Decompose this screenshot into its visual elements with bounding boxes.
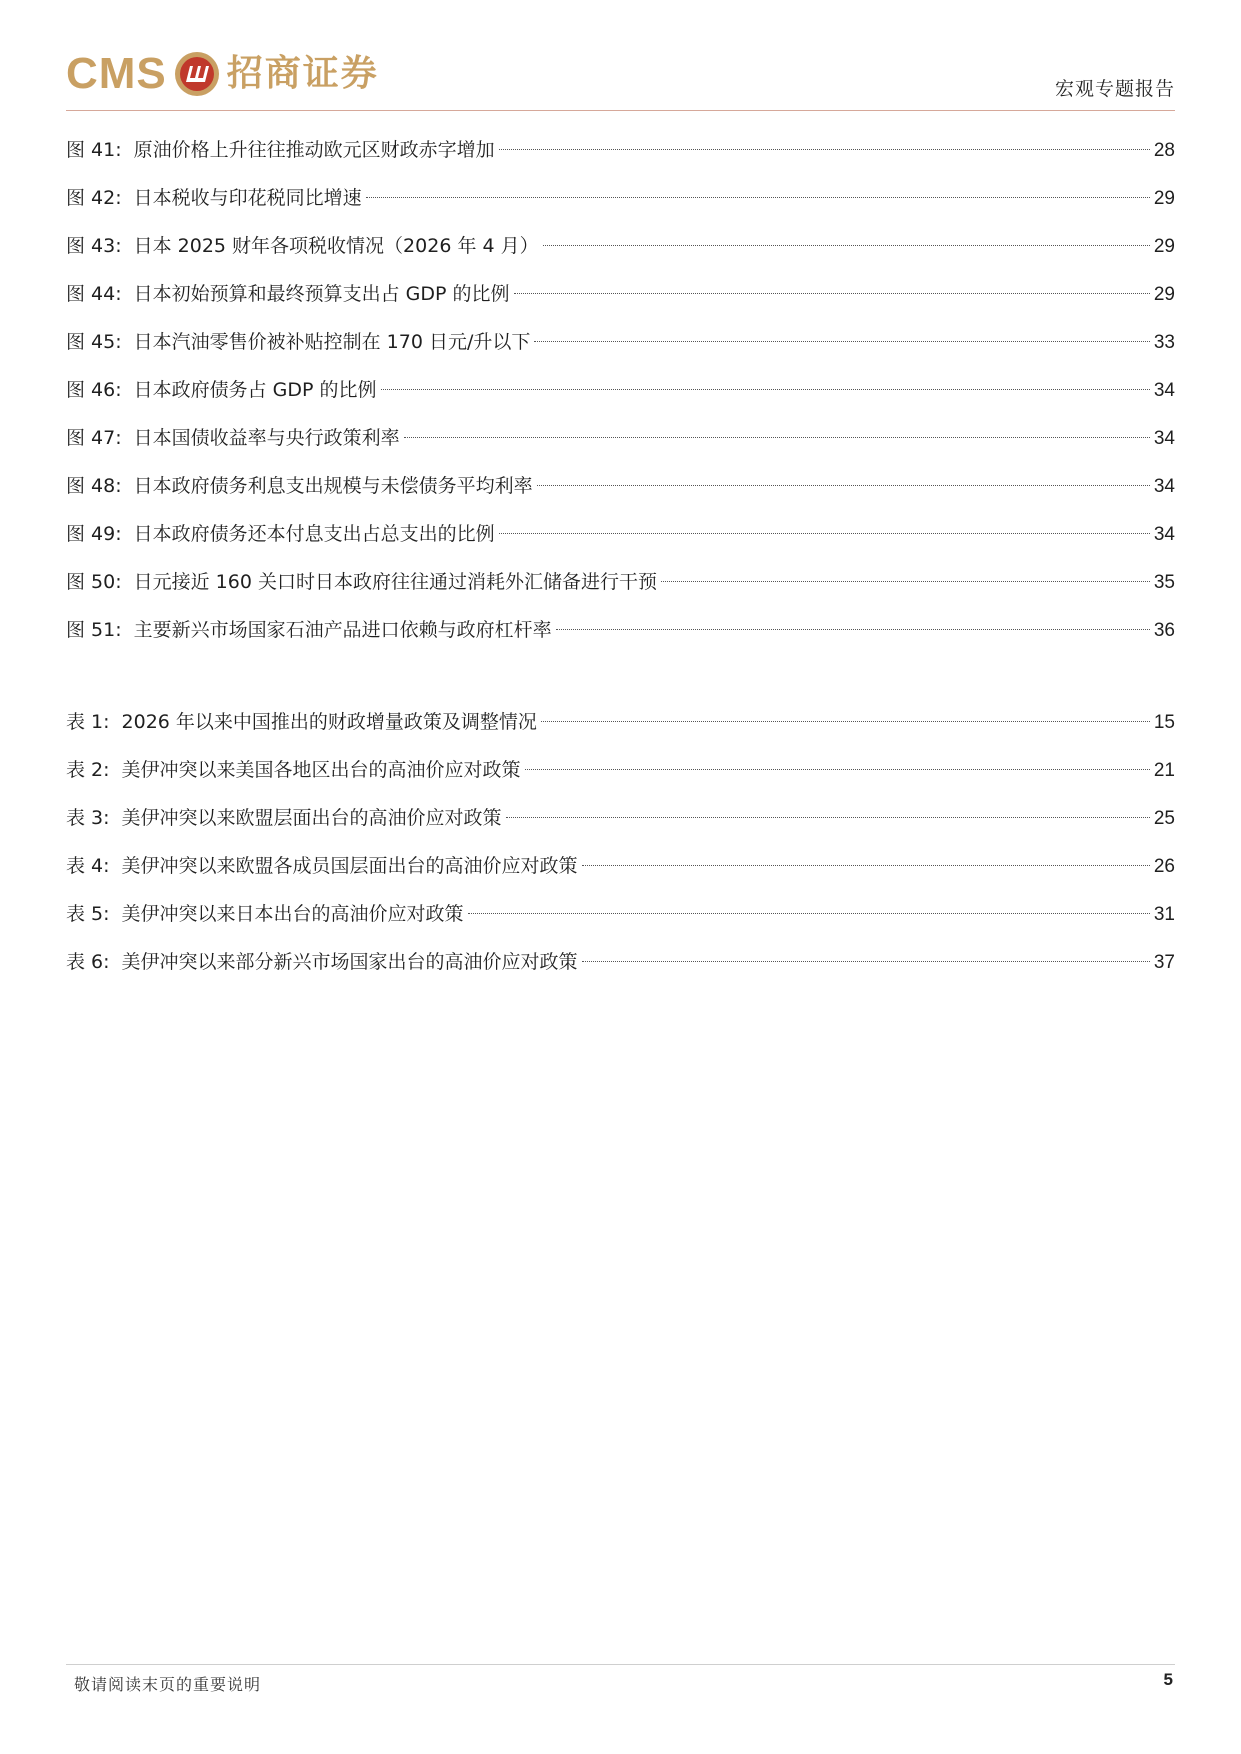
entry-label: 图 51: (66, 619, 122, 641)
entry-page: 34 (1153, 380, 1175, 401)
entry-page: 21 (1153, 760, 1175, 781)
entry-page: 35 (1153, 572, 1175, 593)
entry-page: 34 (1153, 476, 1175, 497)
figure-entry[interactable] (66, 510, 1175, 558)
table-of-contents (66, 126, 1175, 986)
dot-leader (499, 533, 1150, 534)
entry-title: 日本汽油零售价被补贴控制在 170 日元/升以下 (133, 331, 531, 353)
entry-title: 主要新兴市场国家石油产品进口依赖与政府杠杆率 (133, 619, 552, 641)
dot-leader (661, 581, 1150, 582)
logo-cms-text: CMS (66, 49, 167, 98)
table-entry[interactable] (66, 938, 1175, 986)
entry-title: 原油价格上升往往推动欧元区财政赤字增加 (133, 139, 495, 161)
entry-page: 36 (1153, 620, 1175, 641)
entry-title: 2026 年以来中国推出的财政增量政策及调整情况 (121, 711, 537, 733)
entry-title: 美伊冲突以来部分新兴市场国家出台的高油价应对政策 (121, 951, 578, 973)
entry-title: 美伊冲突以来美国各地区出台的高油价应对政策 (121, 759, 521, 781)
dot-leader (506, 817, 1150, 818)
entry-title: 日本政府债务还本付息支出占总支出的比例 (133, 523, 495, 545)
disclaimer-note: 敬请阅读末页的重要说明 (74, 1675, 262, 1694)
entry-page: 37 (1153, 952, 1175, 973)
entry-title: 日本初始预算和最终预算支出占 GDP 的比例 (133, 283, 510, 305)
table-entry[interactable] (66, 794, 1175, 842)
dot-leader (541, 721, 1150, 722)
entry-label: 图 44: (66, 283, 122, 305)
entry-page: 34 (1153, 524, 1175, 545)
entry-label: 图 45: (66, 331, 122, 353)
dot-leader (404, 437, 1150, 438)
entry-page: 31 (1153, 904, 1175, 925)
figure-entry[interactable] (66, 222, 1175, 270)
dot-leader (582, 961, 1150, 962)
page-header (66, 40, 1175, 112)
entry-title: 日本 2025 财年各项税收情况（2026 年 4 月） (133, 235, 539, 257)
entry-page: 29 (1153, 188, 1175, 209)
figure-entry[interactable] (66, 606, 1175, 654)
entry-title: 美伊冲突以来欧盟层面出台的高油价应对政策 (121, 807, 502, 829)
dot-leader (525, 769, 1150, 770)
figure-entry[interactable] (66, 414, 1175, 462)
entry-label: 表 3: (66, 807, 110, 829)
figure-entry[interactable] (66, 366, 1175, 414)
entry-page: 33 (1153, 332, 1175, 353)
entry-label: 图 42: (66, 187, 122, 209)
entry-label: 图 43: (66, 235, 122, 257)
table-entry[interactable] (66, 698, 1175, 746)
entry-title: 日本税收与印花税同比增速 (133, 187, 362, 209)
cms-emblem-icon (173, 50, 221, 98)
table-list (66, 698, 1175, 986)
entry-label: 表 2: (66, 759, 110, 781)
entry-label: 图 47: (66, 427, 122, 449)
logo-cn-text: 招商证券 (226, 53, 379, 94)
entry-label: 图 48: (66, 475, 122, 497)
company-logo (66, 46, 379, 102)
dot-leader (468, 913, 1150, 914)
entry-page: 29 (1153, 236, 1175, 257)
dot-leader (381, 389, 1150, 390)
dot-leader (514, 293, 1150, 294)
entry-page: 29 (1153, 284, 1175, 305)
entry-label: 表 5: (66, 903, 110, 925)
table-entry[interactable] (66, 746, 1175, 794)
dot-leader (543, 245, 1150, 246)
figure-entry[interactable] (66, 558, 1175, 606)
entry-label: 图 50: (66, 571, 122, 593)
figure-entry[interactable] (66, 126, 1175, 174)
dot-leader (537, 485, 1150, 486)
footer-divider (66, 1664, 1175, 1665)
entry-label: 表 6: (66, 951, 110, 973)
entry-title: 日本政府债务利息支出规模与未偿债务平均利率 (133, 475, 533, 497)
entry-page: 28 (1153, 140, 1175, 161)
figure-entry[interactable] (66, 318, 1175, 366)
dot-leader (499, 149, 1150, 150)
dot-leader (556, 629, 1150, 630)
table-entry[interactable] (66, 842, 1175, 890)
figure-entry[interactable] (66, 270, 1175, 318)
entry-label: 表 4: (66, 855, 110, 877)
figure-entry[interactable] (66, 462, 1175, 510)
report-type: 宏观专题报告 (1054, 78, 1175, 100)
entry-page: 26 (1153, 856, 1175, 877)
page-number: 5 (1163, 1670, 1173, 1689)
dot-leader (582, 865, 1150, 866)
entry-title: 日本国债收益率与央行政策利率 (133, 427, 400, 449)
entry-label: 图 41: (66, 139, 122, 161)
entry-title: 日元接近 160 关口时日本政府往往通过消耗外汇储备进行干预 (133, 571, 657, 593)
entry-page: 34 (1153, 428, 1175, 449)
entry-label: 图 46: (66, 379, 122, 401)
entry-page: 15 (1153, 712, 1175, 733)
entry-page: 25 (1153, 808, 1175, 829)
entry-title: 日本政府债务占 GDP 的比例 (133, 379, 377, 401)
header-divider (66, 110, 1175, 111)
entry-label: 表 1: (66, 711, 110, 733)
entry-title: 美伊冲突以来欧盟各成员国层面出台的高油价应对政策 (121, 855, 578, 877)
dot-leader (366, 197, 1150, 198)
entry-label: 图 49: (66, 523, 122, 545)
entry-title: 美伊冲突以来日本出台的高油价应对政策 (121, 903, 464, 925)
dot-leader (534, 341, 1149, 342)
table-entry[interactable] (66, 890, 1175, 938)
figure-entry[interactable] (66, 174, 1175, 222)
figure-list (66, 126, 1175, 654)
